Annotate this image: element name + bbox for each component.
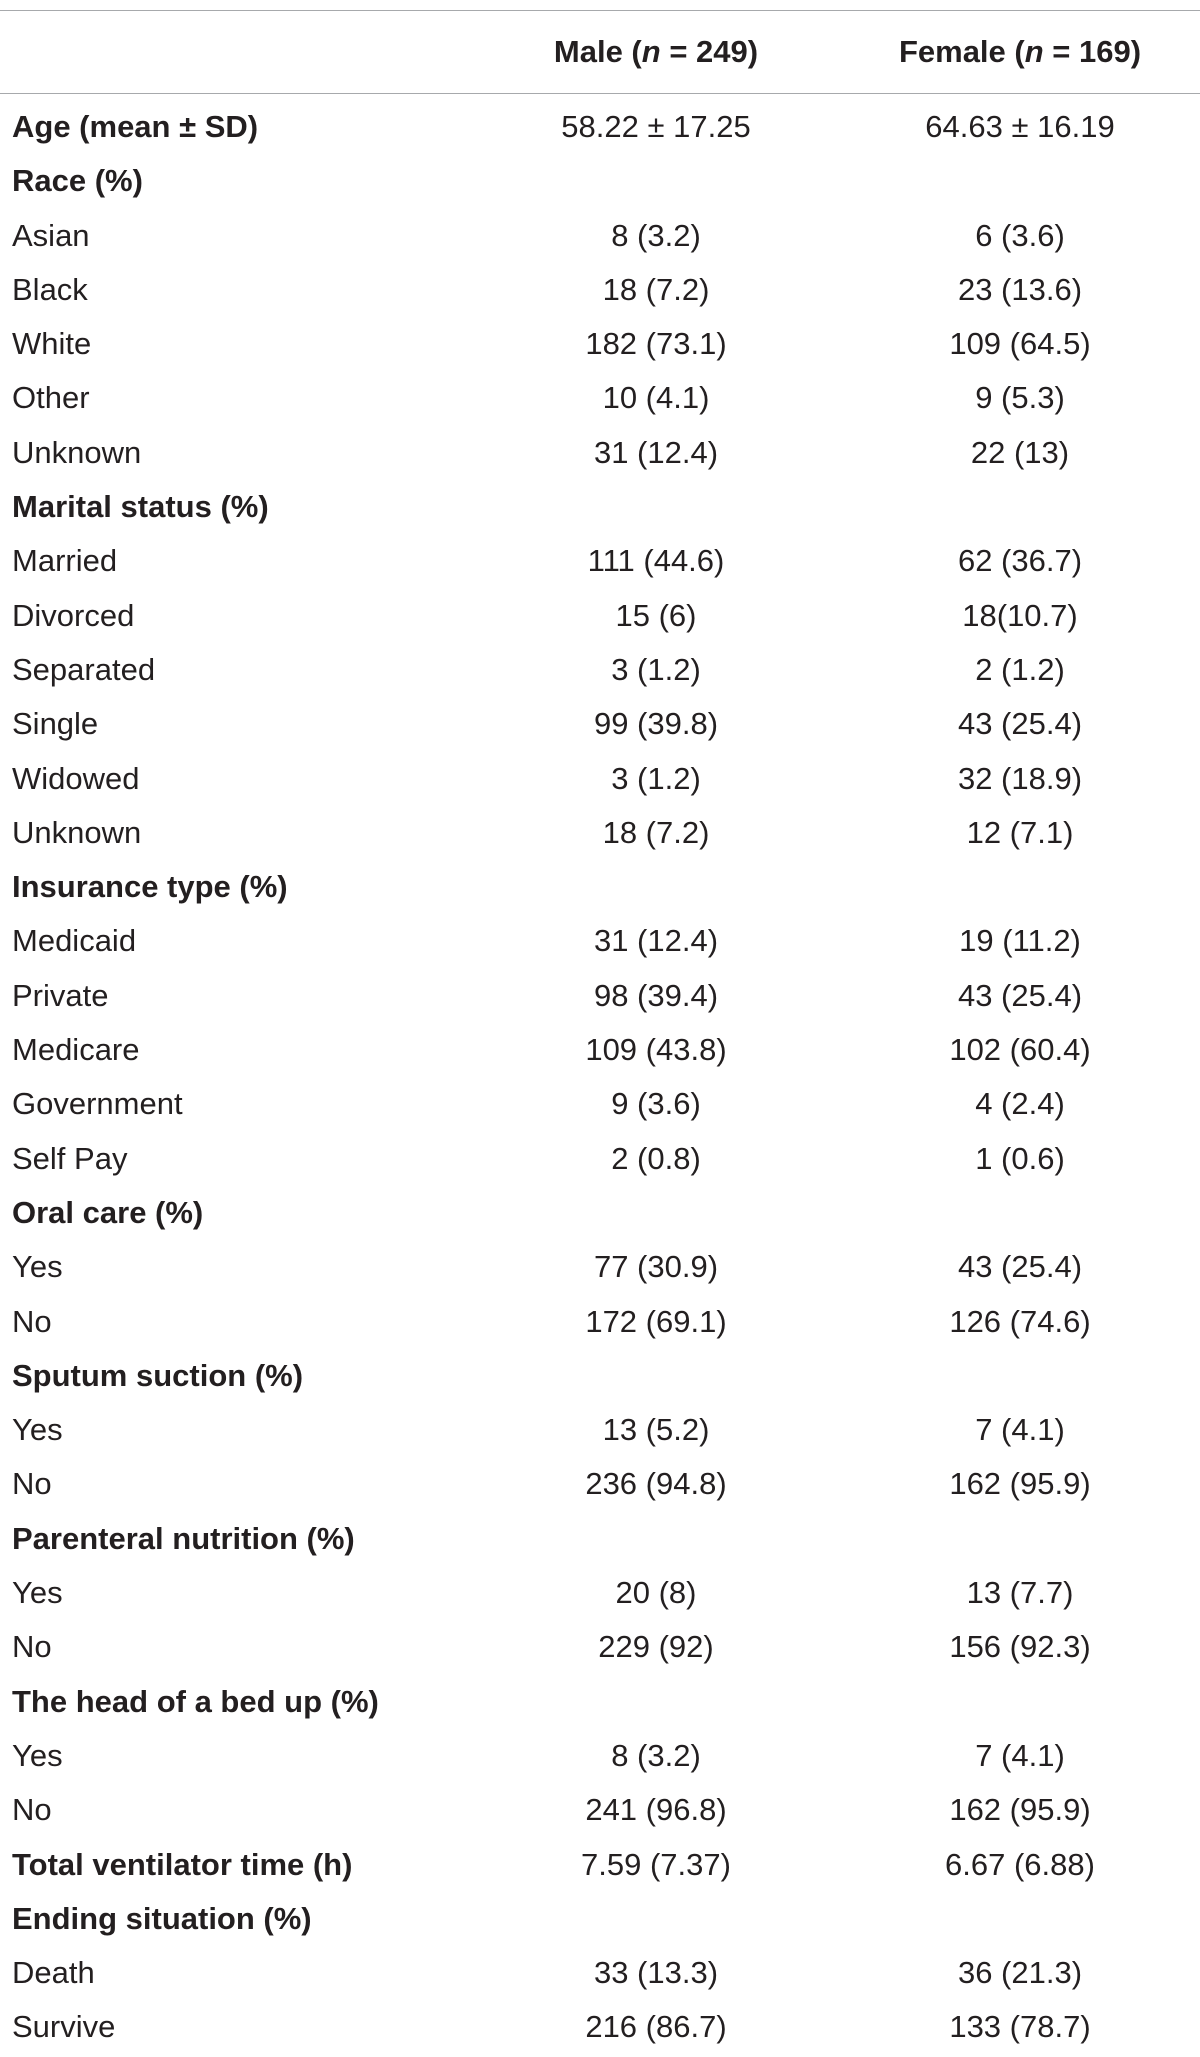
row-label: Yes: [12, 1412, 63, 1448]
row-label: Government: [12, 1086, 183, 1122]
male-value: 229 (92): [598, 1629, 714, 1665]
male-value: 98 (39.4): [593, 977, 719, 1013]
male-value: 241 (96.8): [585, 1792, 727, 1828]
header-row: [0, 11, 1200, 93]
row-label: Self Pay: [12, 1140, 128, 1176]
table-row: [0, 1946, 1200, 2000]
table-row: [0, 480, 1200, 534]
row-label: Ending situation (%): [12, 1900, 312, 1936]
header-female: Female (n = 169): [898, 34, 1142, 69]
row-label: Survive: [12, 2009, 116, 2045]
row-label: Black: [12, 271, 88, 307]
table-row: [0, 100, 1200, 154]
row-label: Oral care (%): [12, 1194, 204, 1230]
male-value: 8 (3.2): [611, 217, 701, 253]
table-row: [0, 752, 1200, 806]
male-value: 182 (73.1): [585, 326, 727, 362]
male-value: 3 (1.2): [611, 760, 701, 796]
table-row: [0, 1077, 1200, 1131]
table-row: [0, 263, 1200, 317]
female-value: 109 (64.5): [949, 326, 1091, 362]
female-value: 162 (95.9): [949, 1466, 1091, 1502]
female-value: 19 (11.2): [959, 923, 1081, 959]
female-value: 36 (21.3): [957, 1955, 1083, 1991]
table-row: [0, 426, 1200, 480]
table-row: [0, 317, 1200, 371]
male-value: 99 (39.8): [593, 706, 719, 742]
table-row: [0, 1566, 1200, 1620]
table-row: [0, 1295, 1200, 1349]
table-row: [0, 1186, 1200, 1240]
male-value: 2 (0.8): [611, 1140, 701, 1176]
female-value: 156 (92.3): [949, 1629, 1091, 1665]
row-label: Other: [12, 380, 90, 416]
male-value: 20 (8): [615, 1575, 697, 1611]
table-row: [0, 697, 1200, 751]
female-value: 7 (4.1): [975, 1412, 1065, 1448]
table-row: [0, 154, 1200, 208]
female-value: 162 (95.9): [949, 1792, 1091, 1828]
male-value: 109 (43.8): [585, 1032, 727, 1068]
row-label: Yes: [12, 1575, 63, 1611]
table-row: [0, 371, 1200, 425]
table-row: [0, 806, 1200, 860]
female-value: 43 (25.4): [957, 706, 1083, 742]
row-label: Asian: [12, 217, 90, 253]
male-value: 7.59 (7.37): [581, 1846, 731, 1882]
row-label: Medicare: [12, 1032, 140, 1068]
table-row: [0, 2000, 1200, 2054]
female-value: 6.67 (6.88): [945, 1846, 1095, 1882]
male-value: 58.22 ± 17.25: [561, 109, 751, 144]
table-body: [0, 100, 1200, 2055]
row-label: Race (%): [12, 163, 143, 199]
table-row: [0, 589, 1200, 643]
table-row: [0, 643, 1200, 697]
male-value: 13 (5.2): [602, 1412, 710, 1448]
table-row: [0, 1240, 1200, 1294]
female-value: 133 (78.7): [949, 2009, 1091, 2045]
row-label: Married: [12, 543, 118, 579]
female-value: 43 (25.4): [957, 977, 1083, 1013]
table-row: [0, 1457, 1200, 1511]
male-value: 31 (12.4): [593, 923, 719, 959]
row-label: Single: [12, 706, 99, 742]
female-value: 64.63 ± 16.19: [925, 109, 1115, 144]
row-label: No: [12, 1629, 52, 1665]
row-label: Marital status (%): [12, 489, 269, 525]
female-value: 32 (18.9): [957, 760, 1083, 796]
row-label: No: [12, 1303, 52, 1339]
male-value: 111 (44.6): [587, 543, 725, 579]
row-label: Medicaid: [12, 923, 137, 959]
row-label: White: [12, 326, 92, 362]
male-value: 18 (7.2): [602, 814, 710, 850]
row-label: Divorced: [12, 597, 135, 633]
male-value: 236 (94.8): [585, 1466, 727, 1502]
male-value: 8 (3.2): [611, 1737, 701, 1773]
row-label: Yes: [12, 1249, 63, 1285]
header-male: Male (n = 249): [553, 34, 759, 69]
row-label: No: [12, 1466, 52, 1502]
row-label: The head of a bed up (%): [12, 1683, 379, 1719]
table-row: [0, 1892, 1200, 1946]
row-label: No: [12, 1792, 52, 1828]
table-row: [0, 1838, 1200, 1892]
male-value: 172 (69.1): [585, 1303, 727, 1339]
row-label: Death: [12, 1955, 95, 1991]
male-value: 15 (6): [615, 597, 697, 633]
table-row: [0, 1675, 1200, 1729]
table-row: [0, 969, 1200, 1023]
table-row: [0, 1620, 1200, 1674]
female-value: 102 (60.4): [949, 1032, 1091, 1068]
female-value: 13 (7.7): [966, 1575, 1074, 1611]
female-value: 12 (7.1): [966, 814, 1074, 850]
row-label: Age (mean ± SD): [12, 109, 259, 144]
demographics-table: [0, 10, 1200, 2055]
row-label: Unknown: [12, 814, 142, 850]
female-value: 9 (5.3): [975, 380, 1065, 416]
table-row: [0, 860, 1200, 914]
table-row: [0, 209, 1200, 263]
table-row: [0, 914, 1200, 968]
female-value: 18(10.7): [962, 597, 1078, 633]
table-row: [0, 1512, 1200, 1566]
row-label: Separated: [12, 651, 156, 687]
female-value: 7 (4.1): [975, 1737, 1065, 1773]
table-row: [0, 1729, 1200, 1783]
female-value: 22 (13): [970, 434, 1070, 470]
female-value: 2 (1.2): [975, 651, 1065, 687]
row-label: Private: [12, 977, 109, 1013]
male-value: 18 (7.2): [602, 271, 710, 307]
male-value: 3 (1.2): [611, 651, 701, 687]
row-label: Unknown: [12, 434, 142, 470]
row-label: Sputum suction (%): [12, 1357, 304, 1393]
female-value: 4 (2.4): [975, 1086, 1065, 1122]
table-row: [0, 1023, 1200, 1077]
table-row: [0, 534, 1200, 588]
row-label: Insurance type (%): [12, 869, 288, 905]
female-value: 126 (74.6): [949, 1303, 1091, 1339]
table-row: [0, 1783, 1200, 1837]
female-value: 6 (3.6): [975, 217, 1065, 253]
row-label: Widowed: [12, 760, 140, 796]
male-value: 31 (12.4): [593, 434, 719, 470]
table-row: [0, 1132, 1200, 1186]
table-row: [0, 1403, 1200, 1457]
row-label: Parenteral nutrition (%): [12, 1520, 355, 1556]
female-value: 23 (13.6): [957, 271, 1083, 307]
male-value: 77 (30.9): [593, 1249, 719, 1285]
male-value: 33 (13.3): [593, 1955, 719, 1991]
male-value: 10 (4.1): [602, 380, 710, 416]
row-label: Yes: [12, 1737, 63, 1773]
female-value: 62 (36.7): [957, 543, 1083, 579]
male-value: 216 (86.7): [585, 2009, 727, 2045]
female-value: 43 (25.4): [957, 1249, 1083, 1285]
table-row: [0, 1349, 1200, 1403]
female-value: 1 (0.6): [975, 1140, 1065, 1176]
male-value: 9 (3.6): [611, 1086, 701, 1122]
row-label: Total ventilator time (h): [12, 1846, 353, 1882]
